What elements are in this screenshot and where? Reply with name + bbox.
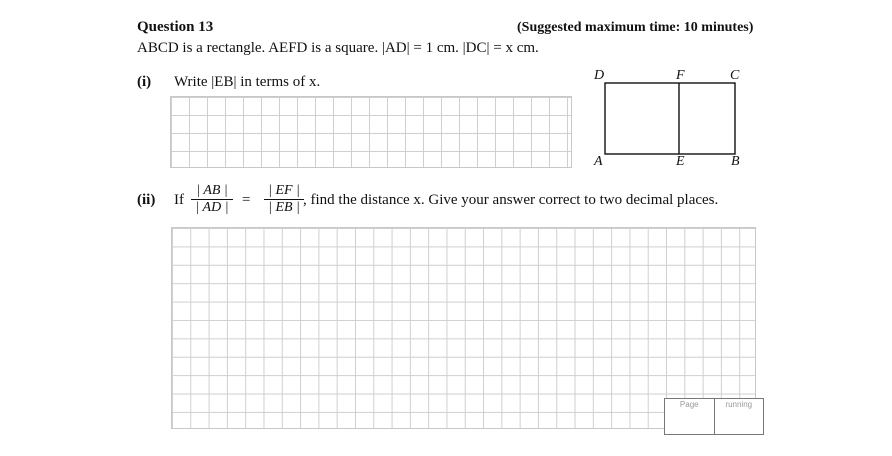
part-i-label: (i)	[137, 74, 152, 90]
page-box[interactable]	[665, 399, 714, 434]
fraction-denominator: | EB |	[264, 199, 304, 216]
page-box-label: Page	[679, 400, 699, 409]
equals-sign: =	[242, 192, 251, 208]
vertex-b-label: B	[731, 154, 740, 169]
running-box[interactable]	[714, 399, 764, 434]
vertex-f-label: F	[676, 68, 685, 83]
vertex-d-label: D	[594, 68, 605, 83]
rectangle-abcd	[605, 83, 735, 154]
if-word: If	[174, 192, 184, 208]
fraction-numerator: | EF |	[268, 183, 300, 198]
fraction-ef-over-eb	[264, 183, 304, 216]
part-i-text: Write |EB| in terms of x.	[174, 74, 321, 90]
fraction-ab-over-ad	[191, 183, 233, 216]
part-ii-label: (ii)	[137, 192, 156, 208]
question-stem: ABCD is a rectangle. AEFD is a square. |AD| = 1 cm. |DC| = x cm.	[137, 40, 539, 56]
running-box-label: running	[725, 400, 753, 409]
vertex-a-label: A	[594, 154, 603, 169]
fraction-numerator: | AB |	[196, 183, 228, 198]
marking-boxes	[664, 398, 764, 435]
question-title: Question 13	[137, 19, 214, 35]
vertex-c-label: C	[730, 68, 740, 83]
fraction-denominator: | AD |	[191, 199, 233, 216]
part-ii-text: , find the distance x. Give your answer correct to two decimal places.	[303, 192, 719, 208]
rectangle-diagram	[590, 66, 750, 174]
answer-grid-part-i[interactable]	[170, 96, 572, 168]
suggested-time: (Suggested maximum time: 10 minutes)	[517, 20, 754, 35]
vertex-e-label: E	[676, 154, 685, 169]
